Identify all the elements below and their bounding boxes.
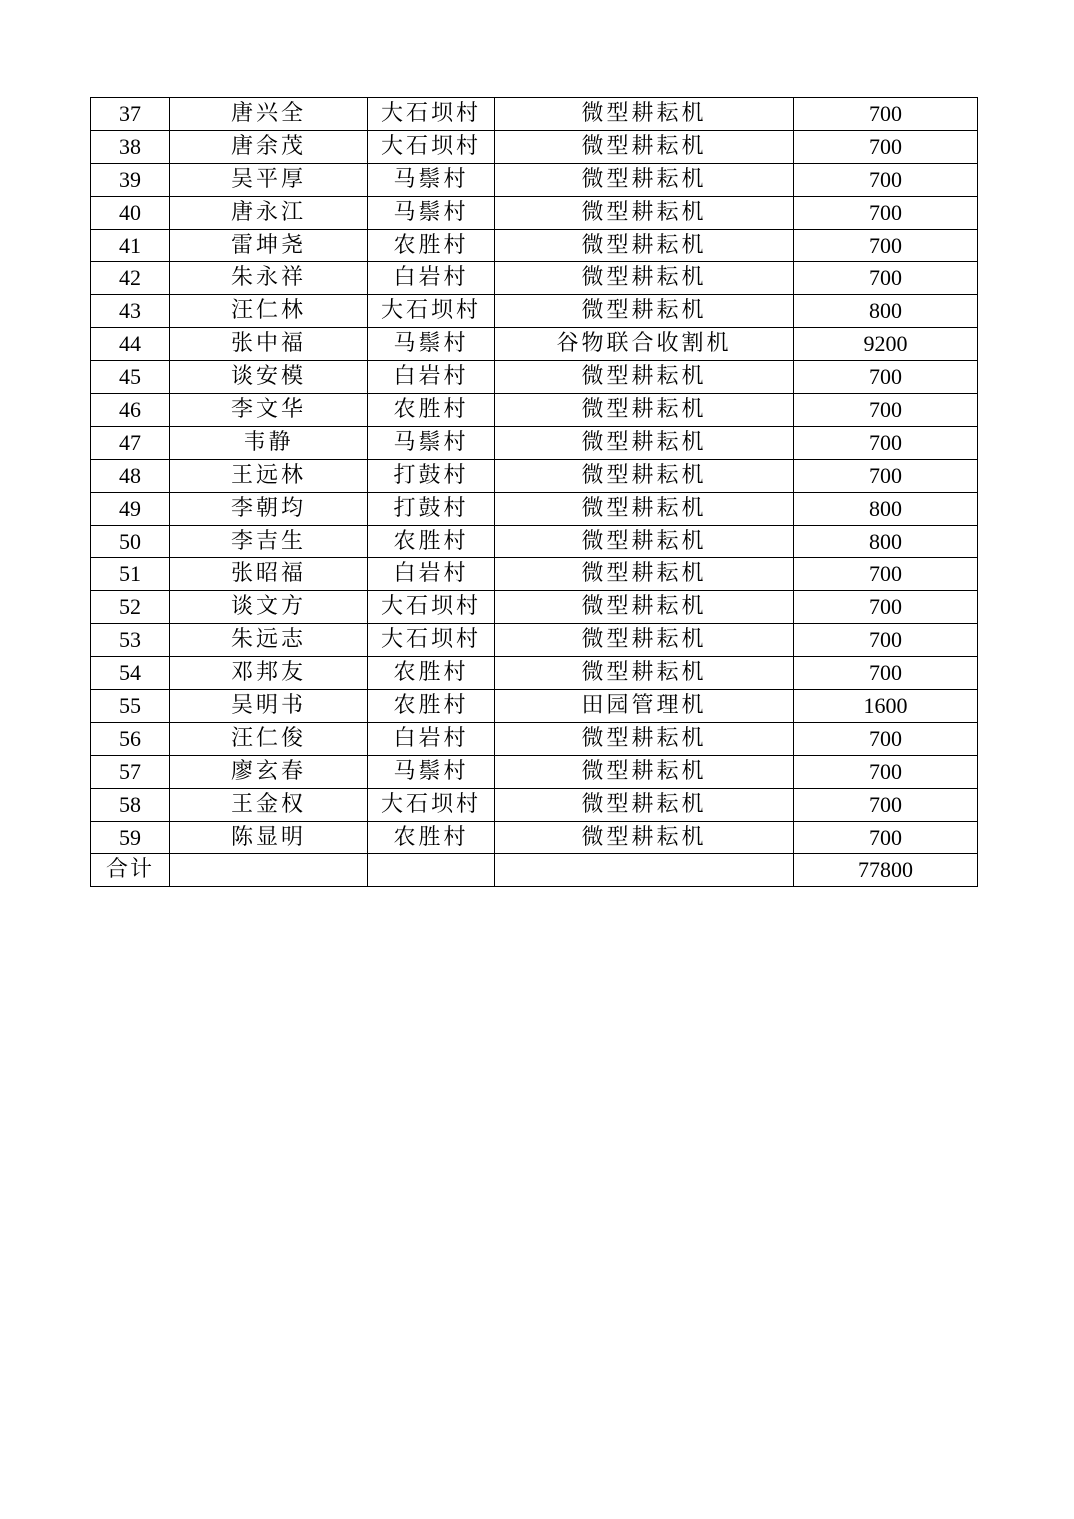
machine-cell: 微型耕耘机: [495, 657, 794, 690]
row-number-cell: 46: [91, 394, 170, 427]
name-cell: 李吉生: [170, 525, 368, 558]
village-cell: 马鬃村: [368, 196, 495, 229]
village-cell: 白岩村: [368, 361, 495, 394]
machine-cell: 田园管理机: [495, 690, 794, 723]
machine-cell: 谷物联合收割机: [495, 328, 794, 361]
name-cell: 汪仁俊: [170, 722, 368, 755]
amount-cell: 700: [794, 558, 978, 591]
name-cell: 吴明书: [170, 690, 368, 723]
row-number-cell: 39: [91, 163, 170, 196]
table-body: [91, 98, 978, 887]
table-row: [91, 821, 978, 854]
table-row: [91, 492, 978, 525]
row-number-cell: 59: [91, 821, 170, 854]
amount-cell: 700: [794, 426, 978, 459]
table-row: [91, 657, 978, 690]
table-row: [91, 426, 978, 459]
total-amount-cell: 77800: [794, 854, 978, 887]
amount-cell: 700: [794, 459, 978, 492]
amount-cell: 700: [794, 196, 978, 229]
amount-cell: 700: [794, 394, 978, 427]
table-row: [91, 690, 978, 723]
row-number-cell: 58: [91, 788, 170, 821]
total-name-cell: [170, 854, 368, 887]
table-row: [91, 98, 978, 131]
machine-cell: 微型耕耘机: [495, 722, 794, 755]
row-number-cell: 45: [91, 361, 170, 394]
machine-cell: 微型耕耘机: [495, 361, 794, 394]
village-cell: 农胜村: [368, 690, 495, 723]
machine-cell: 微型耕耘机: [495, 755, 794, 788]
village-cell: 大石坝村: [368, 591, 495, 624]
machine-cell: 微型耕耘机: [495, 492, 794, 525]
machine-cell: 微型耕耘机: [495, 821, 794, 854]
row-number-cell: 41: [91, 229, 170, 262]
amount-cell: 700: [794, 755, 978, 788]
machine-cell: 微型耕耘机: [495, 558, 794, 591]
table-row: [91, 262, 978, 295]
row-number-cell: 50: [91, 525, 170, 558]
row-number-cell: 47: [91, 426, 170, 459]
name-cell: 吴平厚: [170, 163, 368, 196]
table-row: [91, 130, 978, 163]
name-cell: 朱永祥: [170, 262, 368, 295]
amount-cell: 700: [794, 821, 978, 854]
village-cell: 农胜村: [368, 394, 495, 427]
machine-cell: 微型耕耘机: [495, 196, 794, 229]
machine-cell: 微型耕耘机: [495, 98, 794, 131]
total-row: [91, 854, 978, 887]
name-cell: 汪仁林: [170, 295, 368, 328]
name-cell: 谈文方: [170, 591, 368, 624]
row-number-cell: 37: [91, 98, 170, 131]
amount-cell: 700: [794, 788, 978, 821]
machine-cell: 微型耕耘机: [495, 130, 794, 163]
amount-cell: 9200: [794, 328, 978, 361]
machine-cell: 微型耕耘机: [495, 295, 794, 328]
name-cell: 韦静: [170, 426, 368, 459]
amount-cell: 800: [794, 525, 978, 558]
row-number-cell: 43: [91, 295, 170, 328]
village-cell: 农胜村: [368, 821, 495, 854]
amount-cell: 700: [794, 624, 978, 657]
name-cell: 谈安模: [170, 361, 368, 394]
village-cell: 大石坝村: [368, 788, 495, 821]
village-cell: 打鼓村: [368, 459, 495, 492]
machine-cell: 微型耕耘机: [495, 591, 794, 624]
table-row: [91, 163, 978, 196]
village-cell: 打鼓村: [368, 492, 495, 525]
amount-cell: 700: [794, 591, 978, 624]
name-cell: 邓邦友: [170, 657, 368, 690]
row-number-cell: 51: [91, 558, 170, 591]
row-number-cell: 53: [91, 624, 170, 657]
row-number-cell: 54: [91, 657, 170, 690]
village-cell: 大石坝村: [368, 624, 495, 657]
machine-cell: 微型耕耘机: [495, 788, 794, 821]
name-cell: 李朝均: [170, 492, 368, 525]
row-number-cell: 44: [91, 328, 170, 361]
table-row: [91, 196, 978, 229]
machine-cell: 微型耕耘机: [495, 163, 794, 196]
table-row: [91, 722, 978, 755]
village-cell: 白岩村: [368, 558, 495, 591]
table-row: [91, 229, 978, 262]
village-cell: 农胜村: [368, 657, 495, 690]
total-machine-cell: [495, 854, 794, 887]
name-cell: 朱远志: [170, 624, 368, 657]
table-row: [91, 755, 978, 788]
machine-cell: 微型耕耘机: [495, 624, 794, 657]
table-row: [91, 591, 978, 624]
village-cell: 马鬃村: [368, 755, 495, 788]
village-cell: 农胜村: [368, 525, 495, 558]
name-cell: 唐余茂: [170, 130, 368, 163]
row-number-cell: 52: [91, 591, 170, 624]
machine-cell: 微型耕耘机: [495, 394, 794, 427]
amount-cell: 700: [794, 262, 978, 295]
village-cell: 大石坝村: [368, 98, 495, 131]
row-number-cell: 40: [91, 196, 170, 229]
amount-cell: 800: [794, 295, 978, 328]
table-row: [91, 558, 978, 591]
machine-cell: 微型耕耘机: [495, 525, 794, 558]
village-cell: 马鬃村: [368, 426, 495, 459]
name-cell: 唐兴全: [170, 98, 368, 131]
subsidy-table: [90, 97, 978, 887]
amount-cell: 700: [794, 229, 978, 262]
name-cell: 张昭福: [170, 558, 368, 591]
amount-cell: 700: [794, 361, 978, 394]
row-number-cell: 56: [91, 722, 170, 755]
row-number-cell: 42: [91, 262, 170, 295]
table-row: [91, 394, 978, 427]
name-cell: 唐永江: [170, 196, 368, 229]
table-row: [91, 295, 978, 328]
village-cell: 马鬃村: [368, 163, 495, 196]
name-cell: 王远林: [170, 459, 368, 492]
table-row: [91, 459, 978, 492]
name-cell: 廖玄春: [170, 755, 368, 788]
village-cell: 大石坝村: [368, 130, 495, 163]
table-row: [91, 624, 978, 657]
row-number-cell: 57: [91, 755, 170, 788]
machine-cell: 微型耕耘机: [495, 459, 794, 492]
village-cell: 农胜村: [368, 229, 495, 262]
total-village-cell: [368, 854, 495, 887]
amount-cell: 700: [794, 722, 978, 755]
table-row: [91, 525, 978, 558]
table-row: [91, 328, 978, 361]
machine-cell: 微型耕耘机: [495, 229, 794, 262]
machine-cell: 微型耕耘机: [495, 262, 794, 295]
village-cell: 白岩村: [368, 722, 495, 755]
amount-cell: 700: [794, 657, 978, 690]
name-cell: 王金权: [170, 788, 368, 821]
amount-cell: 700: [794, 163, 978, 196]
amount-cell: 800: [794, 492, 978, 525]
amount-cell: 700: [794, 130, 978, 163]
total-label-cell: 合计: [91, 854, 170, 887]
name-cell: 李文华: [170, 394, 368, 427]
table-row: [91, 361, 978, 394]
name-cell: 张中福: [170, 328, 368, 361]
name-cell: 陈显明: [170, 821, 368, 854]
village-cell: 马鬃村: [368, 328, 495, 361]
amount-cell: 700: [794, 98, 978, 131]
village-cell: 白岩村: [368, 262, 495, 295]
name-cell: 雷坤尧: [170, 229, 368, 262]
village-cell: 大石坝村: [368, 295, 495, 328]
row-number-cell: 49: [91, 492, 170, 525]
row-number-cell: 48: [91, 459, 170, 492]
machine-cell: 微型耕耘机: [495, 426, 794, 459]
table-row: [91, 788, 978, 821]
row-number-cell: 55: [91, 690, 170, 723]
amount-cell: 1600: [794, 690, 978, 723]
row-number-cell: 38: [91, 130, 170, 163]
